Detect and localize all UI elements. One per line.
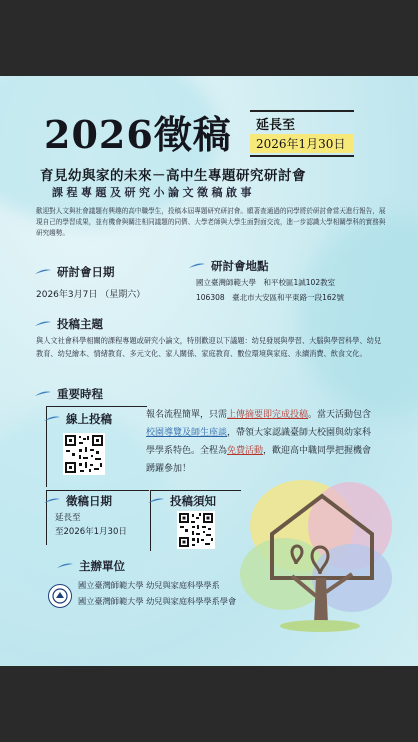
poster-subtitle-secondary: 課程專題及研究小論文徵稿啟事 <box>52 186 255 199</box>
extension-date: 2026年1月30日 <box>250 134 354 153</box>
schedule-text-part: ，歡迎高中職同學把握機會踴躍參加！ <box>146 446 372 474</box>
schedule-heading-label: 重要時程 <box>57 387 103 401</box>
schedule-text-part: 報名流程簡單，只需 <box>146 410 228 420</box>
university-logo-icon <box>48 584 72 608</box>
deadline-line-1: 延長至 <box>55 513 81 523</box>
watercolor-wash <box>300 216 418 416</box>
deadline-line-2: 至2026年1月30日 <box>55 527 127 537</box>
schedule-highlight-red: 上傳摘要即完成投稿 <box>227 410 309 420</box>
date-section-heading <box>34 264 115 280</box>
submission-guidelines-box <box>150 490 241 551</box>
organizer-2: 國立臺灣師範大學 幼兒與家庭科學學系學會 <box>78 596 237 606</box>
tips-heading <box>147 493 216 509</box>
feather-icon <box>43 415 61 423</box>
organizer-heading-label: 主辦單位 <box>79 559 125 573</box>
extension-notice <box>250 110 354 159</box>
extension-label: 延長至 <box>256 118 296 133</box>
tree-house-illustration <box>232 456 402 636</box>
feather-icon <box>34 320 52 328</box>
schedule-text-part: 。當天活動包含 <box>308 410 372 420</box>
online-submit-box <box>46 406 147 487</box>
feather-icon <box>43 497 61 505</box>
schedule-text-part: ，帶領大家認識臺師大校園與幼家科學學系特色。全程為 <box>146 428 372 456</box>
topic-section-heading <box>34 316 103 332</box>
deadline-heading-label: 徵稿日期 <box>66 494 112 508</box>
poster-title: 2026徵稿 <box>44 112 232 157</box>
guidelines-qr-code[interactable] <box>177 511 215 549</box>
deadline-heading <box>43 493 112 509</box>
venue-line-1: 國立臺灣師範大學 和平校區1誠102教室 <box>196 278 336 287</box>
venue-line-2: 106308 臺北市大安區和平東路一段162號 <box>196 293 344 302</box>
topic-heading-label: 投稿主題 <box>57 317 103 331</box>
online-submit-label: 線上投稿 <box>66 412 112 426</box>
poster-subtitle: 育見幼與家的未來－高中生專題研究研討會 <box>40 168 306 184</box>
topic-text: 與人文社會科學相關的課程專題或研究小論文，特別歡迎以下議題：幼兒發展與學習、大腦與學習科學、幼兒教育、幼兒繪本、情緒教育、多元文化、家人關係、家庭教育、數位環境與家庭、永續消費、飲食文化。 <box>36 336 382 358</box>
intro-paragraph: 歡迎對人文與社會議題有興趣的高中職學生，投稿本屆專題研究研討會。願著查通過的同學將於研討會當天進行報告，展現自己的學習成果，並有機會與關注相同議題的同儕、大學老師與大學生面對面交流，進一步認識大學相關學科的實務與研究趨勢。 <box>36 207 386 237</box>
tips-heading-label: 投稿須知 <box>170 494 216 508</box>
feather-icon <box>147 497 165 505</box>
top-letterbox <box>0 0 418 76</box>
schedule-highlight-blue: 校園導覽及師生座談 <box>146 428 228 438</box>
call-for-papers-poster <box>0 76 418 666</box>
deadline-box <box>46 490 149 545</box>
venue-section-heading <box>188 258 269 274</box>
feather-icon <box>188 262 206 270</box>
organizer-1: 國立臺灣師範大學 幼兒與家庭科學學系 <box>78 580 220 590</box>
organizer-section-heading <box>56 558 125 574</box>
date-value: 2026年3月7日 （星期六） <box>36 290 146 300</box>
online-submit-qr-code[interactable] <box>63 433 105 475</box>
venue-heading-label: 研討會地點 <box>211 259 269 273</box>
feather-icon <box>56 562 74 570</box>
feather-icon <box>34 268 52 276</box>
date-heading-label: 研討會日期 <box>57 265 115 279</box>
online-submit-heading <box>43 411 112 427</box>
bottom-letterbox <box>0 666 418 742</box>
feather-icon <box>34 390 52 398</box>
schedule-section-heading <box>34 386 103 402</box>
schedule-highlight-free: 免費活動 <box>227 446 264 456</box>
